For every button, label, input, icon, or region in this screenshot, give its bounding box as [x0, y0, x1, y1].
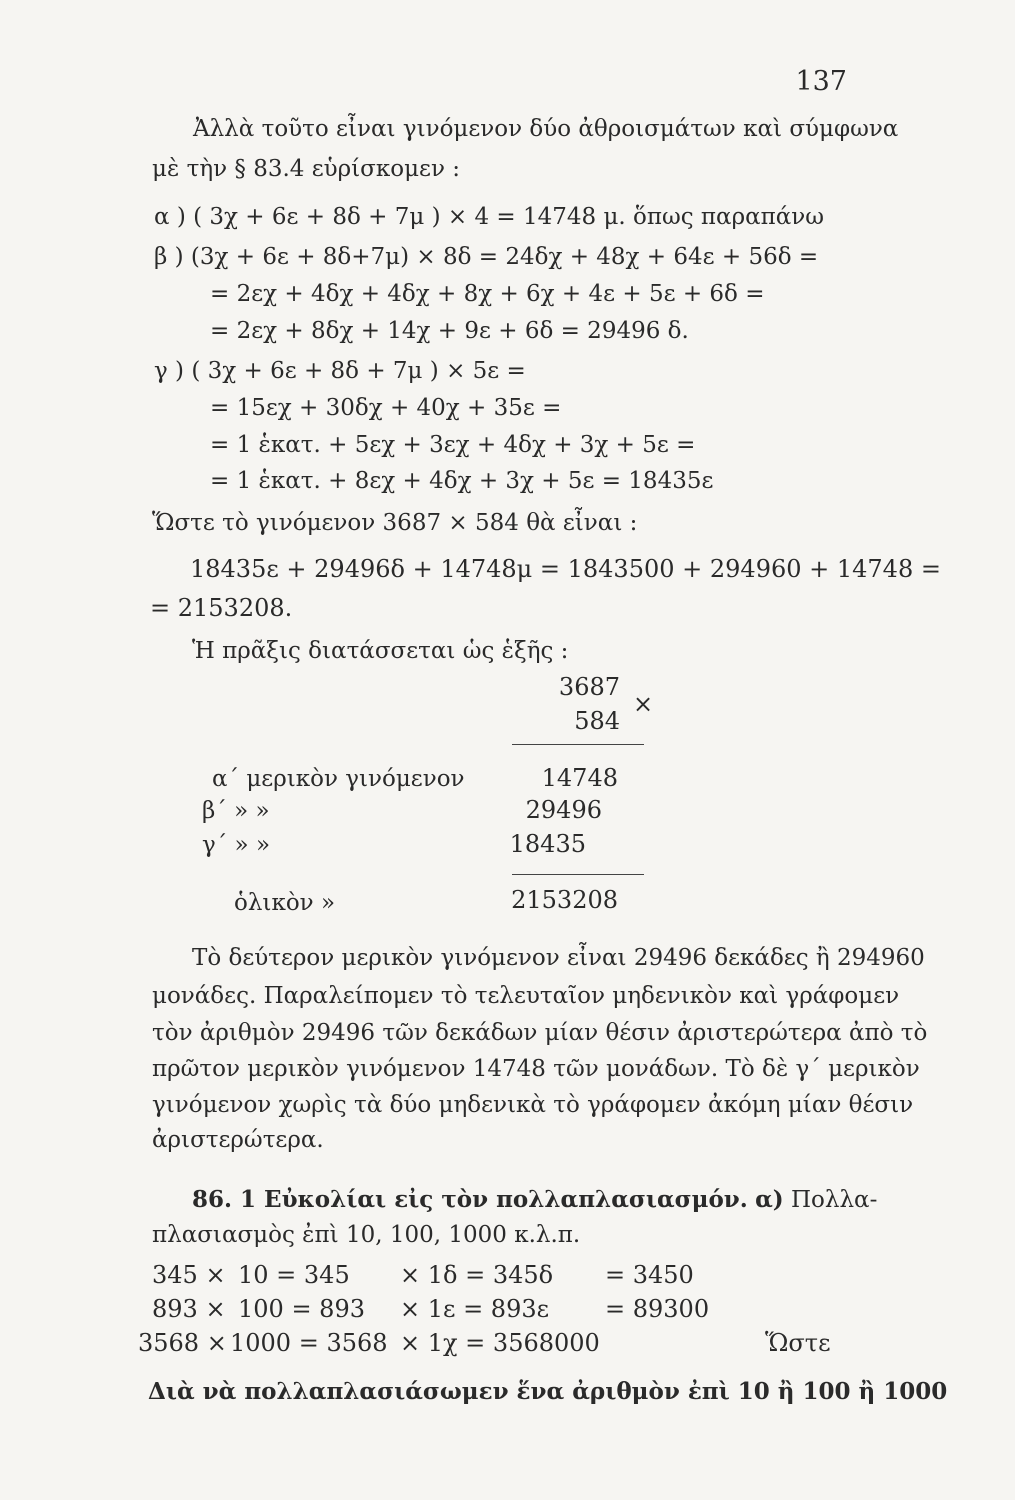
mult-row-2-b: 100 = 893 [238, 1295, 365, 1323]
mult-row-1-d: = 3450 [605, 1261, 694, 1289]
equation-c-3: = 1 ἑκατ. + 5εχ + 3εχ + 4δχ + 3χ + 5ε = [210, 432, 696, 458]
equation-c-2: = 15εχ + 30δχ + 40χ + 35ε = [210, 395, 562, 421]
mult-row-3-d: Ὥστε [765, 1329, 831, 1357]
para-line-1: Τὸ δεύτερον μερικὸν γινόμενον εἶναι 29496 δεκάδες ἢ 294960 [192, 945, 925, 971]
times-sign: × [633, 690, 654, 718]
partial-value-c: 18435 [509, 830, 586, 858]
section-heading: 86. 1 Εὐκολίαι εἰς τὸν πολλαπλασιασμόν. [192, 1186, 748, 1213]
mult-row-2-d: = 89300 [605, 1295, 710, 1323]
equation-c-1: γ ) ( 3χ + 6ε + 8δ + 7μ ) × 5ε = [154, 358, 526, 384]
section-heading-line [192, 1188, 877, 1212]
mult-row-1-c: × 1δ = 345δ [400, 1261, 554, 1289]
para-line-3: τὸν ἀριθμὸν 29496 τῶν δεκάδων μίαν θέσιν ἀριστερώτερα ἀπὸ τὸ [152, 1020, 928, 1046]
total-label: ὁλικὸν » [234, 890, 336, 916]
mult-row-3-b: 1000 = 3568 [230, 1329, 388, 1357]
mult-row-2-c: × 1ε = 893ε [400, 1295, 550, 1323]
sum-line-1: 18435ε + 29496δ + 14748μ = 1843500 + 294960 + 14748 = [190, 555, 941, 583]
last-line: Διὰ νὰ πολλαπλασιάσωμεν ἕνα ἀριθμὸν ἐπὶ 10 ἢ 100 ἢ 1000 [148, 1378, 948, 1405]
section-line-2: πλασιασμὸς ἐπὶ 10, 100, 1000 κ.λ.π. [152, 1222, 581, 1248]
product-intro: Ὥστε τὸ γινόμενον 3687 × 584 θὰ εἶναι : [152, 510, 638, 536]
sum-line-2: = 2153208. [150, 594, 293, 622]
mult-row-3-c: × 1χ = 3568000 [400, 1329, 600, 1357]
intro-line-2: μὲ τὴν § 83.4 εὑρίσκομεν : [152, 156, 460, 182]
rule-1 [512, 744, 644, 745]
rule-2 [512, 874, 644, 875]
para-line-5: γινόμενον χωρὶς τὰ δύο μηδενικὰ τὸ γράφομεν ἀκόμη μίαν θέσιν [152, 1092, 914, 1118]
equation-a: α ) ( 3χ + 6ε + 8δ + 7μ ) × 4 = 14748 μ. ὅπως παραπάνω [154, 204, 825, 230]
section-sub-a: α) [755, 1186, 784, 1213]
partial-label-a: α΄ μερικὸν γινόμενον [212, 766, 465, 792]
equation-b-2: = 2εχ + 4δχ + 4δχ + 8χ + 6χ + 4ε + 5ε + 6δ = [210, 281, 765, 307]
equation-c-4: = 1 ἑκατ. + 8εχ + 4δχ + 3χ + 5ε = 18435ε [210, 468, 714, 494]
mult-row-1-a: 345 × [152, 1261, 226, 1289]
mult-row-3-a: 3568 × [138, 1329, 227, 1357]
equation-b-3: = 2εχ + 8δχ + 14χ + 9ε + 6δ = 29496 δ. [210, 318, 689, 344]
partial-value-a: 14748 [541, 764, 618, 792]
layout-intro: Ἡ πρᾶξις διατάσσεται ὡς ἑξῆς : [192, 638, 569, 664]
para-line-6: ἀριστερώτερα. [152, 1127, 324, 1153]
total-value: 2153208 [511, 886, 618, 914]
mult-row-2-a: 893 × [152, 1295, 226, 1323]
equation-b-1: β ) (3χ + 6ε + 8δ+7μ) × 8δ = 24δχ + 48χ + 64ε + 56δ = [154, 244, 819, 270]
para-line-2: μονάδες. Παραλείπομεν τὸ τελευταῖον μηδενικὸν καὶ γράφομεν [152, 983, 900, 1009]
section-heading-tail: Πολλα- [791, 1187, 878, 1213]
multiplier: 584 [574, 707, 620, 735]
page-number: 137 [795, 66, 847, 97]
multiplicand: 3687 [558, 673, 620, 701]
partial-label-b: β΄ » » [202, 798, 270, 824]
intro-line-1: Ἀλλὰ τοῦτο εἶναι γινόμενον δύο ἀθροισμάτων καὶ σύμφωνα [193, 116, 899, 142]
partial-label-c: γ΄ » » [202, 832, 271, 858]
partial-value-b: 29496 [525, 796, 602, 824]
para-line-4: πρῶτον μερικὸν γινόμενον 14748 τῶν μονάδων. Τὸ δὲ γ΄ μερικὸν [152, 1056, 920, 1082]
mult-row-1-b: 10 = 345 [238, 1261, 350, 1289]
